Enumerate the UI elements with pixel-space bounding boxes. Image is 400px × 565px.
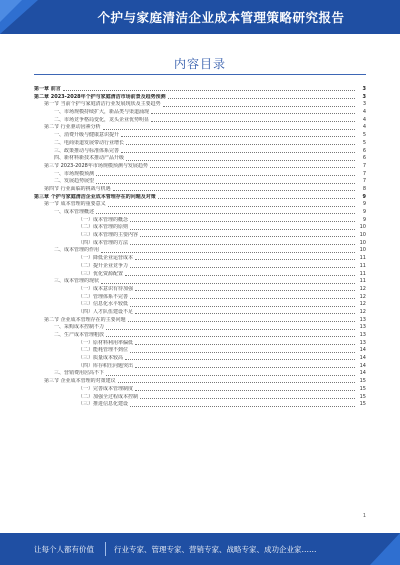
toc-entry-page: 3: [362, 101, 366, 108]
toc-entry-page: 7: [362, 170, 366, 177]
toc-entry-page: 4: [362, 116, 366, 123]
toc-entry-title: 一、采购成本控制不力: [54, 324, 105, 331]
toc-dot-leader: [125, 359, 355, 360]
toc-entry-page: 3: [362, 93, 366, 100]
toc-entry[interactable]: [34, 401, 366, 409]
toc-entry[interactable]: [34, 209, 366, 217]
toc-entry-title: 第二章 2023-2028年个护与家庭清洁市场前景及趋势预测: [34, 93, 166, 100]
toc-entry[interactable]: [34, 363, 366, 371]
toc-entry-title: （一）完善成本管理制度: [78, 385, 134, 392]
toc-dot-leader: [96, 183, 355, 184]
toc-dot-leader: [101, 283, 355, 284]
toc-entry[interactable]: [34, 255, 366, 263]
toc-entry[interactable]: [34, 394, 366, 402]
toc-entry-title: （四）人才队伍建设不足: [78, 308, 134, 315]
toc-entry[interactable]: [34, 171, 366, 179]
toc-entry-page: 10: [359, 239, 366, 246]
toc-dot-leader: [151, 121, 355, 122]
toc-entry-page: 14: [359, 370, 366, 377]
toc-dot-leader: [130, 306, 355, 307]
footer-brand: 让每个人都有价值: [34, 545, 94, 554]
toc-entry-page: 6: [362, 147, 366, 154]
toc-entry[interactable]: [34, 124, 366, 132]
toc-entry-title: （四）库存积压问题突出: [78, 362, 134, 369]
toc-entry-title: 一、成本管理概述: [54, 209, 95, 215]
page-header: [0, 0, 400, 34]
toc-dot-leader: [151, 113, 355, 114]
toc-entry-page: 7: [362, 178, 366, 185]
toc-entry[interactable]: [34, 340, 366, 348]
toc-entry-page: 9: [362, 216, 366, 223]
toc-entry-page: 9: [362, 201, 366, 208]
toc-entry-page: 10: [359, 232, 366, 239]
toc-entry[interactable]: [34, 132, 366, 140]
toc-dot-leader: [121, 152, 355, 153]
toc-entry-page: 14: [359, 355, 366, 362]
toc-dot-leader: [106, 329, 355, 330]
toc-entry-title: （二）成本管理的原则: [78, 224, 129, 231]
toc-entry-title: 二、市场竞争格局变化，龙头企业优势明显: [54, 116, 150, 123]
toc-entry-title: 第三节 企业成本管理的对策建议: [44, 378, 116, 385]
toc-entry[interactable]: [34, 317, 366, 325]
toc-dot-leader: [158, 198, 355, 199]
toc-dot-leader: [96, 213, 355, 214]
toc-dot-leader: [130, 267, 355, 268]
toc-dot-leader: [101, 252, 355, 253]
toc-entry[interactable]: [34, 332, 366, 340]
toc-entry-page: 15: [359, 385, 366, 392]
toc-entry-title: （一）成本管理的概念: [78, 216, 129, 223]
toc-entry-page: 14: [359, 362, 366, 369]
toc-entry[interactable]: [34, 186, 366, 194]
toc-entry[interactable]: [34, 247, 366, 255]
toc-entry-page: 12: [359, 301, 366, 308]
toc-entry[interactable]: [34, 324, 366, 332]
toc-dot-leader: [135, 344, 355, 345]
toc-entry-page: 13: [359, 316, 366, 323]
toc-entry-title: （二）管理体系不完善: [78, 293, 129, 300]
toc-entry-page: 14: [359, 347, 366, 354]
toc-dot-leader: [150, 167, 355, 168]
toc-dot-leader: [106, 336, 355, 337]
toc-entry-page: 13: [359, 339, 366, 346]
toc-entry[interactable]: [34, 163, 366, 171]
toc-dot-leader: [135, 259, 355, 260]
toc-entry[interactable]: [34, 378, 366, 386]
toc-entry-title: 第二节 行业驱动因素分析: [44, 124, 101, 131]
toc-entry-title: （二）提升企业竞争力: [78, 262, 129, 269]
toc-entry-page: 15: [359, 378, 366, 385]
toc-heading: 内容目录: [173, 57, 226, 71]
toc-entry[interactable]: [34, 294, 366, 302]
toc-entry-page: 7: [362, 162, 366, 169]
toc-entry[interactable]: [34, 148, 366, 156]
toc-entry-title: 第四节 行业面临的挑战与机遇: [44, 185, 111, 192]
toc-entry-title: （一）原材料利用率偏低: [78, 339, 134, 346]
toc-entry-page: 10: [359, 247, 366, 254]
toc-dot-leader: [106, 375, 355, 376]
toc-entry[interactable]: [34, 86, 366, 94]
toc-entry[interactable]: [34, 155, 366, 163]
toc-entry-title: （二）能耗管理不到位: [78, 347, 129, 354]
toc-entry[interactable]: [34, 94, 366, 102]
toc-dot-leader: [130, 229, 355, 230]
toc-entry[interactable]: [34, 355, 366, 363]
toc-dot-leader: [126, 144, 355, 145]
toc-entry-title: （一）成本意识有待加强: [78, 285, 134, 292]
toc-entry[interactable]: [34, 224, 366, 232]
toc-entry-title: （三）质量成本较高: [78, 355, 124, 362]
toc-entry-page: 5: [362, 139, 366, 146]
header-accent-shape-inner: [0, 0, 22, 22]
footer-slogan: 行业专家、管理专家、营销专家、战略专家、成功企业家……: [114, 545, 317, 554]
toc-dot-leader: [118, 382, 355, 383]
toc-entry-title: 一、市场规模预测: [54, 170, 95, 177]
toc-dot-leader: [126, 160, 355, 161]
toc-entry-page: 9: [362, 193, 366, 200]
toc-entry[interactable]: [34, 194, 366, 202]
toc-dot-leader: [168, 98, 355, 99]
toc-dot-leader: [130, 406, 355, 407]
toc-dot-leader: [163, 106, 355, 107]
toc-dot-leader: [108, 206, 355, 207]
toc-entry[interactable]: [34, 117, 366, 125]
toc-dot-leader: [135, 367, 355, 368]
toc-entry[interactable]: [34, 301, 366, 309]
toc-dot-leader: [130, 352, 355, 353]
toc-entry-page: 13: [359, 324, 366, 331]
toc-heading-rule: [34, 74, 366, 75]
toc-entry[interactable]: [34, 217, 366, 225]
toc-dot-leader: [130, 221, 355, 222]
toc-entry-page: 12: [359, 308, 366, 315]
toc-entry-page: 15: [359, 401, 366, 408]
toc-entry-title: 三、政策推动与标准体系完善: [54, 147, 120, 154]
toc-entry-title: （三）推进信息化建设: [78, 401, 129, 408]
toc-entry-title: 第一节 当前个护与家庭清洁行业发展现状及主要趋势: [44, 101, 161, 108]
toc-entry[interactable]: [34, 101, 366, 109]
toc-entry-title: 第三章 个护与家庭清洁企业成本管理存在的问题及对策: [34, 193, 156, 200]
footer-accent-shape: [370, 533, 400, 565]
toc-entry-page: 4: [362, 109, 366, 116]
toc-entry-title: 三、成本管理的现状: [54, 278, 100, 285]
toc-entry-title: 三、营销费用居高不下: [54, 370, 105, 377]
toc-entry-page: 12: [359, 285, 366, 292]
toc-entry[interactable]: [34, 263, 366, 271]
toc-entry-title: （三）优化资源配置: [78, 270, 124, 277]
toc-entry-page: 15: [359, 393, 366, 400]
toc-entry-title: （四）成本管理的方法: [78, 239, 129, 246]
toc-dot-leader: [125, 275, 355, 276]
toc-entry[interactable]: [34, 278, 366, 286]
toc-entry-title: （三）成本管理的主要内容: [78, 232, 139, 239]
toc-dot-leader: [140, 236, 355, 237]
toc-dot-leader: [135, 290, 355, 291]
toc-entry[interactable]: [34, 232, 366, 240]
toc-entry-page: 11: [359, 255, 366, 262]
toc-entry-page: 4: [362, 124, 366, 131]
toc-entry[interactable]: [34, 240, 366, 248]
toc-dot-leader: [130, 244, 355, 245]
toc-entry-title: 第二节 企业成本管理存在的主要问题: [44, 316, 126, 323]
toc-entry-title: （三）信息化水平较低: [78, 301, 129, 308]
page-footer: [0, 533, 400, 565]
toc-dot-leader: [135, 390, 355, 391]
toc-entry-title: 第一节 成本管理的重要意义: [44, 201, 106, 208]
toc-entry-title: 一、消费升级与健康意识提升: [54, 132, 120, 139]
toc-dot-leader: [140, 398, 355, 399]
toc-dot-leader: [96, 175, 355, 176]
toc-entry-page: 10: [359, 224, 366, 231]
toc-dot-leader: [128, 321, 355, 322]
toc-entry[interactable]: [34, 370, 366, 378]
toc-entry-page: 3: [362, 86, 366, 92]
toc-entry-page: 11: [359, 278, 366, 285]
toc-entry-page: 11: [359, 262, 366, 269]
toc-entry-title: 第三节 2023-2028年市场规模预测与发展趋势: [44, 162, 148, 169]
toc-entry-title: 二、电商渠道发展带动行业增长: [54, 139, 125, 146]
table-of-contents: [34, 86, 366, 409]
toc-entry[interactable]: [34, 271, 366, 279]
footer-divider: [105, 542, 106, 556]
toc-entry-page: 11: [359, 270, 366, 277]
toc-entry-title: （一）降低企业运营成本: [78, 255, 134, 262]
toc-entry[interactable]: [34, 109, 366, 117]
toc-entry-page: 8: [362, 185, 366, 192]
toc-entry[interactable]: [34, 347, 366, 355]
toc-dot-leader: [103, 129, 355, 130]
toc-entry-title: 二、生产成本管理粗放: [54, 332, 105, 338]
page-number: 1: [362, 513, 366, 519]
toc-dot-leader: [121, 136, 355, 137]
toc-entry-page: 9: [362, 209, 366, 215]
toc-entry[interactable]: [34, 386, 366, 394]
toc-dot-leader: [113, 190, 355, 191]
toc-entry-title: 第一章 前言: [34, 86, 61, 92]
toc-entry-title: （二）加强全过程成本控制: [78, 393, 139, 400]
toc-entry[interactable]: [34, 201, 366, 209]
toc-entry-page: 6: [362, 155, 366, 162]
toc-entry[interactable]: [34, 140, 366, 148]
toc-entry-title: 二、发展趋势展望: [54, 178, 95, 185]
toc-entry-page: 13: [359, 332, 366, 338]
report-title: 个护与家庭清洁企业成本管理策略研究报告: [97, 10, 345, 25]
toc-dot-leader: [135, 313, 355, 314]
toc-entry-title: 二、成本管理的作用: [54, 247, 100, 254]
toc-entry[interactable]: [34, 178, 366, 186]
toc-entry-title: 四、新材料新技术推动产品升级: [54, 155, 125, 162]
toc-dot-leader: [130, 298, 355, 299]
toc-entry-page: 5: [362, 132, 366, 139]
toc-entry-page: 12: [359, 293, 366, 300]
toc-entry[interactable]: [34, 309, 366, 317]
toc-entry[interactable]: [34, 286, 366, 294]
toc-dot-leader: [63, 90, 355, 91]
toc-entry-title: 一、市场规模持续扩大，新品类与渠道涌现: [54, 109, 150, 116]
